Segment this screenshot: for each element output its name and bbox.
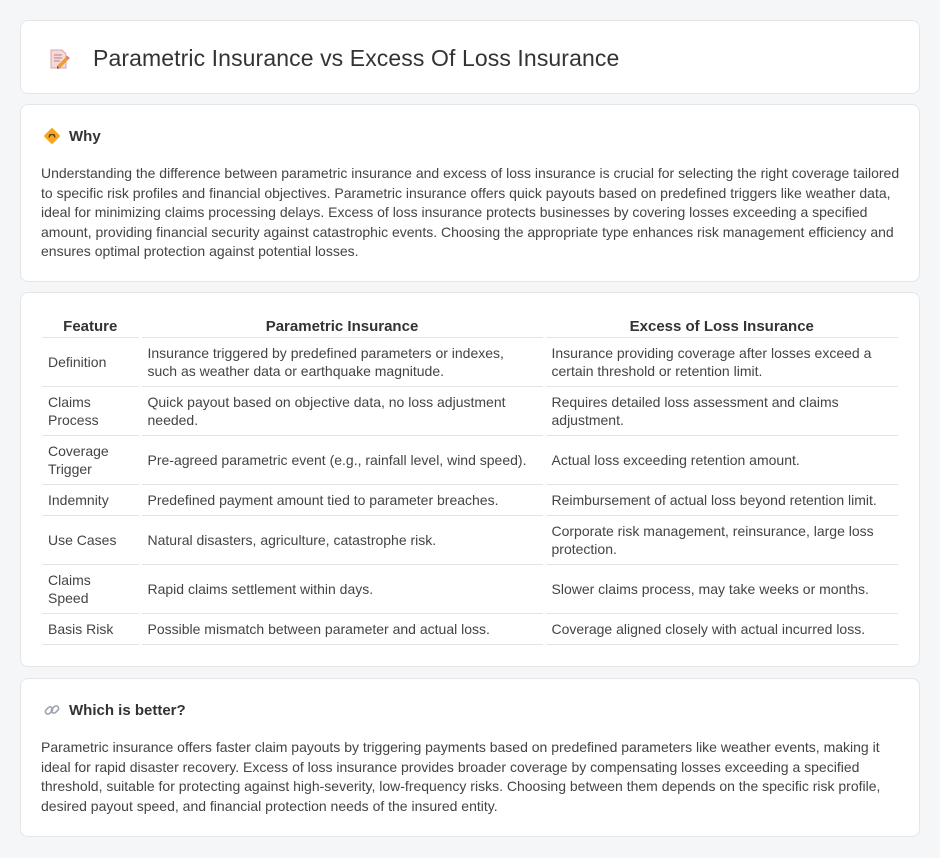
parametric-cell: Natural disasters, agriculture, catastrophe risk. bbox=[140, 515, 544, 564]
table-row bbox=[42, 435, 898, 484]
why-heading: Why bbox=[69, 127, 101, 145]
which-is-better-card bbox=[20, 678, 920, 837]
why-heading-row bbox=[43, 127, 101, 145]
link-icon bbox=[43, 701, 61, 719]
why-body: Understanding the difference between parametric insurance and excess of loss insurance is crucial for selecting the right coverage tailored to specific risk profiles and financial objectives. Parametric insurance offers quick payouts based on predefined triggers like weather data, ideal for minimizing claims processing delays. Excess of loss insurance protects businesses by covering losses exceeding a specified amount, providing financial security against catastrophic events. Choosing the appropriate type enhances risk management efficiency and ensures optimal protection against potential losses. bbox=[41, 165, 900, 260]
column-header-excess-of-loss: Excess of Loss Insurance bbox=[544, 315, 898, 337]
better-heading-row bbox=[43, 701, 186, 719]
parametric-cell: Possible mismatch between parameter and actual loss. bbox=[140, 613, 544, 644]
feature-cell: Use Cases bbox=[42, 515, 140, 564]
feature-cell: Indemnity bbox=[42, 484, 140, 515]
table-row bbox=[42, 564, 898, 613]
feature-cell: Claims Speed bbox=[42, 564, 140, 613]
excess-of-loss-cell: Coverage aligned closely with actual incurred loss. bbox=[544, 613, 898, 644]
better-body: Parametric insurance offers faster claim payouts by triggering payments based on predefined parameters like weather events, making it ideal for rapid disaster recovery. Excess of loss insurance provides broader coverage by compensating losses exceeding a specified threshold, suitable for protecting against high-severity, low-frequency risks. Choosing between them depends on the specific risk profile, desired payout speed, and financial protection needs of the insured entity. bbox=[41, 739, 881, 814]
parametric-cell: Quick payout based on objective data, no loss adjustment needed. bbox=[140, 386, 544, 435]
feature-cell: Claims Process bbox=[42, 386, 140, 435]
excess-of-loss-cell: Corporate risk management, reinsurance, large loss protection. bbox=[544, 515, 898, 564]
title-card bbox=[20, 20, 920, 94]
excess-of-loss-cell: Actual loss exceeding retention amount. bbox=[544, 435, 898, 484]
excess-of-loss-cell: Slower claims process, may take weeks or months. bbox=[544, 564, 898, 613]
parametric-cell: Rapid claims settlement within days. bbox=[140, 564, 544, 613]
page-title: Parametric Insurance vs Excess Of Loss Insurance bbox=[93, 45, 620, 71]
parametric-cell: Pre-agreed parametric event (e.g., rainfall level, wind speed). bbox=[140, 435, 544, 484]
table-row bbox=[42, 337, 898, 386]
comparison-card bbox=[20, 292, 920, 667]
document-pencil-icon bbox=[47, 47, 71, 71]
feature-cell: Basis Risk bbox=[42, 613, 140, 644]
column-header-feature: Feature bbox=[42, 315, 140, 337]
table-header-row bbox=[42, 315, 898, 337]
excess-of-loss-cell: Insurance providing coverage after losses exceed a certain threshold or retention limit. bbox=[544, 337, 898, 386]
column-header-parametric: Parametric Insurance bbox=[140, 315, 544, 337]
feature-cell: Coverage Trigger bbox=[42, 435, 140, 484]
title-row bbox=[47, 45, 619, 72]
excess-of-loss-cell: Reimbursement of actual loss beyond retention limit. bbox=[544, 484, 898, 515]
table-row bbox=[42, 613, 898, 644]
feature-cell: Definition bbox=[42, 337, 140, 386]
comparison-table bbox=[42, 315, 898, 645]
table-row bbox=[42, 484, 898, 515]
table-row bbox=[42, 386, 898, 435]
diamond-sign-icon bbox=[43, 127, 61, 145]
why-card bbox=[20, 104, 920, 282]
parametric-cell: Predefined payment amount tied to parameter breaches. bbox=[140, 484, 544, 515]
excess-of-loss-cell: Requires detailed loss assessment and claims adjustment. bbox=[544, 386, 898, 435]
parametric-cell: Insurance triggered by predefined parameters or indexes, such as weather data or earthquake magnitude. bbox=[140, 337, 544, 386]
table-row bbox=[42, 515, 898, 564]
better-heading: Which is better? bbox=[69, 701, 186, 719]
